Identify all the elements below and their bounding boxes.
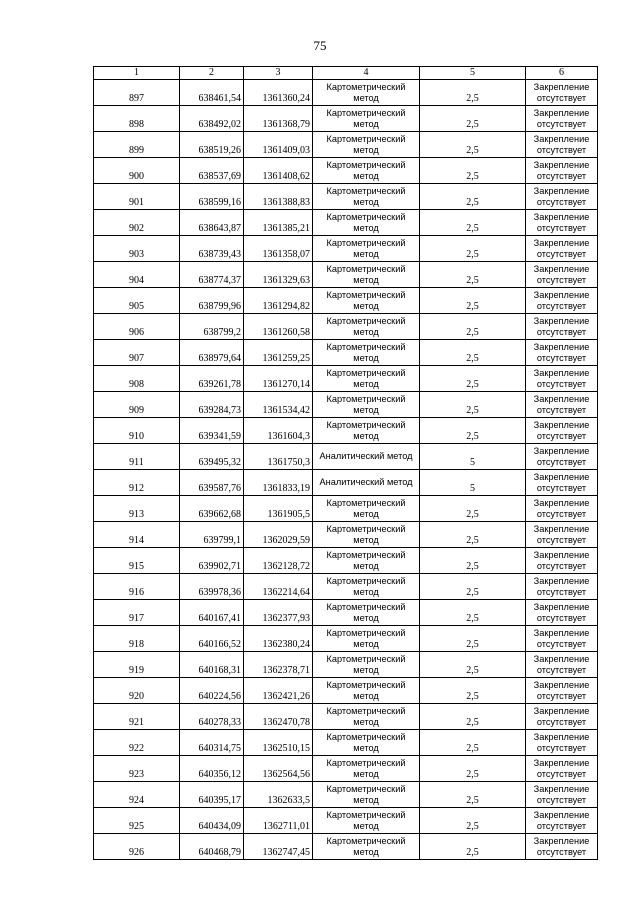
point-number: 923 [94,756,180,782]
accuracy-cell: 5 [420,470,526,496]
method-cell: Картометрический метод [313,288,420,314]
coordinate-y: 1361409,03 [244,132,313,158]
coordinate-x: 638643,87 [180,210,244,236]
method-cell: Картометрический метод [313,782,420,808]
coordinate-y: 1361358,07 [244,236,313,262]
status-cell: Закрепление отсутствует [526,652,598,678]
coordinate-x: 639495,32 [180,444,244,470]
table-row [94,730,598,756]
table-row [94,262,598,288]
coordinate-y: 1361368,79 [244,106,313,132]
accuracy-cell: 5 [420,444,526,470]
coordinate-y: 1361388,83 [244,184,313,210]
coordinate-y: 1361604,3 [244,418,313,444]
accuracy-cell: 2,5 [420,782,526,808]
table-row [94,288,598,314]
status-cell: Закрепление отсутствует [526,288,598,314]
accuracy-cell: 2,5 [420,314,526,340]
coordinate-y: 1361750,3 [244,444,313,470]
coordinate-x: 640167,41 [180,600,244,626]
table-row [94,678,598,704]
column-header-5: 5 [420,67,526,80]
column-header-3: 3 [244,67,313,80]
table-row [94,522,598,548]
coordinate-y: 1362128,72 [244,548,313,574]
method-cell: Картометрический метод [313,314,420,340]
method-cell: Картометрический метод [313,522,420,548]
coordinate-x: 638461,54 [180,80,244,106]
coordinate-y: 1361360,24 [244,80,313,106]
table-row [94,132,598,158]
column-header-4: 4 [313,67,420,80]
table-row [94,574,598,600]
coordinate-y: 1361260,58 [244,314,313,340]
table-row [94,600,598,626]
table-row [94,756,598,782]
status-cell: Закрепление отсутствует [526,730,598,756]
status-cell: Закрепление отсутствует [526,470,598,496]
table-row [94,496,598,522]
coordinate-y: 1361259,25 [244,340,313,366]
table-row [94,106,598,132]
status-cell: Закрепление отсутствует [526,236,598,262]
point-number: 913 [94,496,180,522]
method-cell: Аналитический метод [313,444,420,470]
table-row [94,652,598,678]
coordinate-y: 1362377,93 [244,600,313,626]
coordinate-x: 639284,73 [180,392,244,418]
coordinate-y: 1362421,26 [244,678,313,704]
coordinate-y: 1361905,5 [244,496,313,522]
point-number: 905 [94,288,180,314]
point-number: 904 [94,262,180,288]
coordinate-x: 639341,59 [180,418,244,444]
table-row [94,236,598,262]
point-number: 907 [94,340,180,366]
status-cell: Закрепление отсутствует [526,600,598,626]
accuracy-cell: 2,5 [420,236,526,262]
status-cell: Закрепление отсутствует [526,184,598,210]
method-cell: Картометрический метод [313,678,420,704]
status-cell: Закрепление отсутствует [526,132,598,158]
coordinate-y: 1361833,19 [244,470,313,496]
table-row [94,808,598,834]
table-row [94,392,598,418]
coordinate-x: 638799,2 [180,314,244,340]
table-row [94,626,598,652]
header-row [94,67,598,80]
coordinate-x: 638774,37 [180,262,244,288]
status-cell: Закрепление отсутствует [526,522,598,548]
status-cell: Закрепление отсутствует [526,158,598,184]
coordinate-y: 1361329,63 [244,262,313,288]
status-cell: Закрепление отсутствует [526,782,598,808]
status-cell: Закрепление отсутствует [526,548,598,574]
status-cell: Закрепление отсутствует [526,496,598,522]
status-cell: Закрепление отсутствует [526,574,598,600]
coordinate-y: 1362378,71 [244,652,313,678]
coordinate-x: 639587,76 [180,470,244,496]
table-row [94,782,598,808]
coordinate-x: 640166,52 [180,626,244,652]
table-row [94,418,598,444]
method-cell: Картометрический метод [313,236,420,262]
coordinate-y: 1362564,56 [244,756,313,782]
table-row [94,444,598,470]
point-number: 914 [94,522,180,548]
coordinate-x: 640395,17 [180,782,244,808]
point-number: 897 [94,80,180,106]
point-number: 900 [94,158,180,184]
status-cell: Закрепление отсутствует [526,210,598,236]
method-cell: Картометрический метод [313,132,420,158]
point-number: 924 [94,782,180,808]
accuracy-cell: 2,5 [420,600,526,626]
status-cell: Закрепление отсутствует [526,80,598,106]
status-cell: Закрепление отсутствует [526,756,598,782]
table-row [94,340,598,366]
coordinate-x: 638537,69 [180,158,244,184]
accuracy-cell: 2,5 [420,106,526,132]
point-number: 915 [94,548,180,574]
method-cell: Картометрический метод [313,808,420,834]
column-header-1: 1 [94,67,180,80]
coordinate-x: 640356,12 [180,756,244,782]
method-cell: Аналитический метод [313,470,420,496]
coordinate-x: 638739,43 [180,236,244,262]
status-cell: Закрепление отсутствует [526,808,598,834]
table-row [94,158,598,184]
method-cell: Картометрический метод [313,834,420,860]
coordinates-table [93,66,598,860]
coordinate-y: 1362029,59 [244,522,313,548]
method-cell: Картометрический метод [313,80,420,106]
point-number: 917 [94,600,180,626]
coordinate-x: 640468,79 [180,834,244,860]
coordinate-y: 1361294,82 [244,288,313,314]
table-row [94,470,598,496]
method-cell: Картометрический метод [313,574,420,600]
coordinate-x: 639662,68 [180,496,244,522]
status-cell: Закрепление отсутствует [526,106,598,132]
point-number: 906 [94,314,180,340]
coordinate-y: 1362214,64 [244,574,313,600]
accuracy-cell: 2,5 [420,262,526,288]
point-number: 898 [94,106,180,132]
status-cell: Закрепление отсутствует [526,340,598,366]
coordinate-x: 639978,36 [180,574,244,600]
table-row [94,80,598,106]
point-number: 921 [94,704,180,730]
point-number: 926 [94,834,180,860]
point-number: 919 [94,652,180,678]
table-row [94,834,598,860]
point-number: 920 [94,678,180,704]
column-header-2: 2 [180,67,244,80]
point-number: 901 [94,184,180,210]
accuracy-cell: 2,5 [420,418,526,444]
accuracy-cell: 2,5 [420,392,526,418]
accuracy-cell: 2,5 [420,756,526,782]
accuracy-cell: 2,5 [420,808,526,834]
status-cell: Закрепление отсутствует [526,418,598,444]
coordinate-y: 1362470,78 [244,704,313,730]
status-cell: Закрепление отсутствует [526,834,598,860]
coordinate-x: 639799,1 [180,522,244,548]
accuracy-cell: 2,5 [420,184,526,210]
point-number: 908 [94,366,180,392]
method-cell: Картометрический метод [313,652,420,678]
point-number: 902 [94,210,180,236]
method-cell: Картометрический метод [313,496,420,522]
accuracy-cell: 2,5 [420,548,526,574]
accuracy-cell: 2,5 [420,730,526,756]
accuracy-cell: 2,5 [420,288,526,314]
accuracy-cell: 2,5 [420,678,526,704]
status-cell: Закрепление отсутствует [526,262,598,288]
coordinate-y: 1362633,5 [244,782,313,808]
point-number: 911 [94,444,180,470]
accuracy-cell: 2,5 [420,626,526,652]
accuracy-cell: 2,5 [420,834,526,860]
coordinate-x: 640224,56 [180,678,244,704]
coordinate-y: 1362380,24 [244,626,313,652]
status-cell: Закрепление отсутствует [526,626,598,652]
method-cell: Картометрический метод [313,262,420,288]
table-row [94,366,598,392]
coordinate-y: 1362711,01 [244,808,313,834]
method-cell: Картометрический метод [313,366,420,392]
accuracy-cell: 2,5 [420,652,526,678]
method-cell: Картометрический метод [313,730,420,756]
table-row [94,314,598,340]
table-row [94,184,598,210]
point-number: 909 [94,392,180,418]
coordinate-y: 1362510,15 [244,730,313,756]
method-cell: Картометрический метод [313,340,420,366]
coordinate-x: 640314,75 [180,730,244,756]
method-cell: Картометрический метод [313,626,420,652]
point-number: 910 [94,418,180,444]
accuracy-cell: 2,5 [420,80,526,106]
method-cell: Картометрический метод [313,418,420,444]
method-cell: Картометрический метод [313,704,420,730]
status-cell: Закрепление отсутствует [526,444,598,470]
accuracy-cell: 2,5 [420,704,526,730]
method-cell: Картометрический метод [313,210,420,236]
status-cell: Закрепление отсутствует [526,392,598,418]
point-number: 922 [94,730,180,756]
coordinate-y: 1361270,14 [244,366,313,392]
accuracy-cell: 2,5 [420,132,526,158]
method-cell: Картометрический метод [313,184,420,210]
accuracy-cell: 2,5 [420,158,526,184]
method-cell: Картометрический метод [313,548,420,574]
method-cell: Картометрический метод [313,106,420,132]
method-cell: Картометрический метод [313,158,420,184]
point-number: 903 [94,236,180,262]
accuracy-cell: 2,5 [420,210,526,236]
column-header-6: 6 [526,67,598,80]
table-row [94,210,598,236]
point-number: 918 [94,626,180,652]
coordinate-x: 638519,26 [180,132,244,158]
coordinate-x: 639902,71 [180,548,244,574]
coordinate-y: 1362747,45 [244,834,313,860]
method-cell: Картометрический метод [313,600,420,626]
point-number: 925 [94,808,180,834]
accuracy-cell: 2,5 [420,574,526,600]
coordinate-y: 1361534,42 [244,392,313,418]
table-row [94,548,598,574]
table-row [94,704,598,730]
coordinate-x: 640168,31 [180,652,244,678]
status-cell: Закрепление отсутствует [526,678,598,704]
point-number: 912 [94,470,180,496]
table-body [94,80,598,860]
accuracy-cell: 2,5 [420,522,526,548]
accuracy-cell: 2,5 [420,340,526,366]
accuracy-cell: 2,5 [420,366,526,392]
status-cell: Закрепление отсутствует [526,704,598,730]
coordinate-x: 640278,33 [180,704,244,730]
page-number: 75 [313,38,327,53]
method-cell: Картометрический метод [313,756,420,782]
coordinate-x: 639261,78 [180,366,244,392]
status-cell: Закрепление отсутствует [526,366,598,392]
coordinate-x: 638979,64 [180,340,244,366]
coordinate-y: 1361385,21 [244,210,313,236]
coordinate-x: 640434,09 [180,808,244,834]
coordinate-x: 638492,02 [180,106,244,132]
method-cell: Картометрический метод [313,392,420,418]
point-number: 916 [94,574,180,600]
point-number: 899 [94,132,180,158]
status-cell: Закрепление отсутствует [526,314,598,340]
coordinate-x: 638599,16 [180,184,244,210]
accuracy-cell: 2,5 [420,496,526,522]
coordinate-x: 638799,96 [180,288,244,314]
coordinate-y: 1361408,62 [244,158,313,184]
